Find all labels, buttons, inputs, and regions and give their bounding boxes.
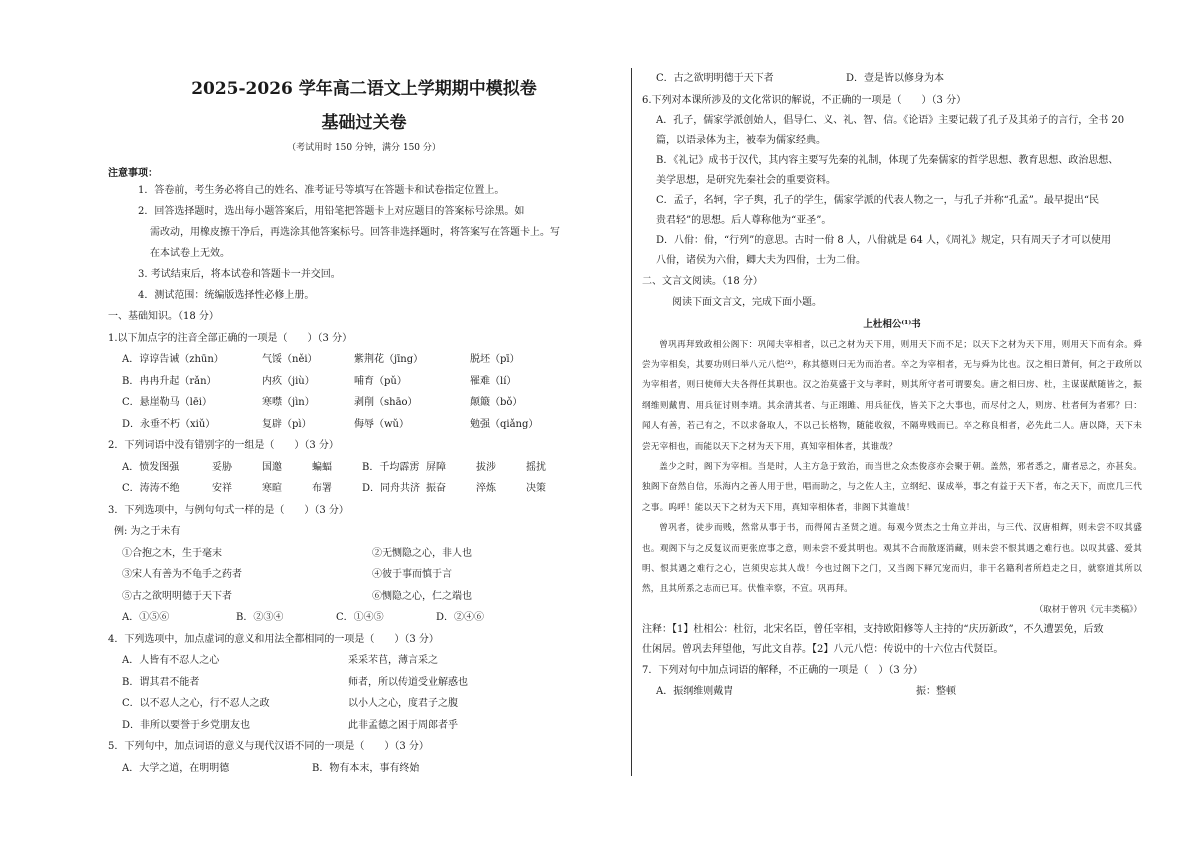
option-cell: 内疚（jiù） — [262, 375, 315, 387]
option-cell: 复辟（pì） — [262, 418, 312, 430]
option-cell: B．谓其君不能者 — [122, 676, 200, 688]
option-cell: B．冉冉升起（rǎn） — [122, 375, 217, 387]
option-cell: 哺育（pǔ） — [354, 375, 407, 387]
option-cell: 气馁（něi） — [262, 354, 318, 365]
option-cell: D．同舟共济 — [362, 483, 421, 494]
option-row — [108, 586, 620, 608]
notice-item: 3. 考试结束后，将本试卷和答题卡一并交回。 — [138, 269, 341, 280]
section-heading: 二、文言文阅读。（18 分） — [642, 275, 763, 287]
option-row — [108, 478, 620, 500]
option-cell: 国邀 — [262, 461, 282, 473]
option-cell: 采采芣苢，薄言采之 — [348, 655, 438, 666]
annotation-line: 注释：【1】杜相公：杜衍，北宋名臣，曾任宰相，支持欧阳修等人主持的“庆历新政”，不久遭罢免，后致 — [642, 623, 1104, 635]
option-cell: 以小人之心，度君子之腹 — [348, 698, 458, 709]
option-cell: 拔涉 — [476, 461, 496, 473]
notice-title: 注意事项： — [108, 168, 158, 179]
exam-time-info: （考试用时 150 分钟，满分 150 分） — [287, 143, 441, 153]
option-cell: ④彼于事而慎于言 — [372, 569, 452, 580]
option-cell: 振：整顿 — [916, 685, 956, 697]
option-cell: C．①④⑤ — [336, 612, 384, 623]
option-cell: 勉强（qiǎng） — [470, 418, 539, 430]
question-stem: 2．下列词语中没有错别字的一组是（ ）（3 分） — [108, 440, 339, 451]
option-row — [108, 758, 620, 780]
exam-title: 2025-2026 学年高二语文上学期期中模拟卷 — [191, 79, 537, 99]
option-text: 篇，以语录体为主，被奉为儒家经典。 — [656, 134, 826, 146]
option-cell: 蝙蝠 — [312, 461, 332, 473]
option-text: 八佾，诸侯为六佾，卿大夫为四佾，士为二佾。 — [656, 254, 866, 266]
option-text: 贵君轻”的思想。后人尊称他为“亚圣”。 — [656, 214, 832, 226]
option-text: B．《礼记》成书于汉代，其内容主要写先秦的礼制，体现了先秦儒家的哲学思想、教育思想、政治思想、 — [656, 154, 1119, 166]
option-cell: D．非所以要誉于乡党朋友也 — [122, 719, 251, 731]
option-cell: D．②④⑥ — [436, 612, 485, 623]
option-text: A．孔子，儒家学派创始人，倡导仁、义、礼、智、信。《论语》主要记载了孔子及其弟子的言行，全书 20 — [656, 114, 1125, 126]
option-cell: 师者，所以传道受业解惑也 — [348, 676, 468, 688]
option-row — [108, 543, 620, 565]
option-cell: A．振纲维则戴胄 — [656, 685, 734, 697]
notice-item: 1．答卷前，考生务必将自己的姓名、准考证号等填写在答题卡和试卷指定位置上。 — [138, 185, 505, 196]
option-cell: 寒暄 — [262, 483, 282, 494]
option-cell: A．①⑤⑥ — [122, 612, 170, 623]
essay-source: （取材于曾巩《元丰类稿》） — [1034, 604, 1142, 615]
option-row — [108, 650, 620, 672]
option-cell: ②无恻隐之心，非人也 — [372, 547, 472, 559]
option-text: C．孟子，名轲，字子舆，孔子的学生，儒家学派的代表人物之一，与孔子并称“孔孟”。最早提出“民 — [656, 194, 1099, 206]
option-row — [642, 68, 1142, 90]
option-row — [642, 681, 1142, 703]
option-cell: 颠簸（bǒ） — [470, 397, 523, 408]
option-row — [108, 693, 620, 715]
option-cell: C．古之欲明明德于天下者 — [656, 73, 774, 84]
option-row — [108, 564, 620, 586]
essay-title: 上杜相公⁽¹⁾书 — [863, 318, 921, 330]
question-stem: 7．下列对句中加点词语的解释，不正确的一项是（ ）（3 分） — [642, 664, 923, 676]
notice-item: 4．测试范围：统编版选择性必修上册。 — [138, 290, 315, 301]
option-text: 美学思想，是研究先秦社会的重要资料。 — [656, 174, 836, 186]
option-cell: 屏障 — [426, 461, 446, 473]
notice-item: 在本试卷上无效。 — [150, 248, 230, 259]
notice-item: 需改动，用橡皮擦干净后，再选涂其他答案标号。回答非选择题时，将答案写在答题卡上。写 — [150, 227, 560, 238]
annotation-line: 仕闲居。曾巩去拜望他，写此文自荐。【2】八元八恺：传说中的十六位古代贤臣。 — [642, 643, 1004, 655]
option-row — [108, 607, 620, 629]
option-cell: 脱坯（pī） — [470, 354, 520, 365]
option-cell: ①合抱之木，生于毫末 — [122, 547, 222, 559]
option-cell: B．物有本末，事有终始 — [312, 762, 420, 774]
option-text: D．八佾：佾，“行列”的意思。古时一佾 8 人，八佾就是 64 人，《周礼》规定，只有周天子才可以使用 — [656, 234, 1112, 246]
option-cell: 剥削（shāo） — [354, 397, 418, 408]
reading-instruction: 阅读下面文言文，完成下面小题。 — [672, 296, 822, 308]
essay-paragraph: 曾巩者，徒步而贱，然常从事于书，而得闻古圣贤之道。每观今贤杰之士角立并出，与三代、汉唐相辉，则未尝不叹其盛也。观阁下与之反复议而更张庶事之意，则未尝不爱其明也。观其不合而散逐消藏，则未尝不恨其遇之难行也。以叹其盛、爱其明、恨其遇之难行之心，岂须臾忘其人哉！今也过阁下之门，又当阁下释冗宠而归，非干名籍利者所趋走之日，就察道其所以然，且其所系之志而已耳。伏惟幸察，不宣。巩再拜。 — [642, 523, 1142, 595]
option-cell: 安祥 — [212, 483, 232, 494]
question-stem: 5．下列句中，加点词语的意义与现代汉语不同的一项是（ ）（3 分） — [108, 741, 429, 752]
option-cell: A．人皆有不忍人之心 — [122, 655, 220, 666]
example-sentence: 例: 为之于未有 — [114, 526, 181, 537]
option-cell: 摇扰 — [526, 461, 546, 473]
option-cell: C．以不忍人之心，行不忍人之政 — [122, 698, 270, 709]
option-cell: 侮辱（wǔ） — [354, 418, 409, 430]
option-cell: A．谆谆告诫（zhūn） — [122, 354, 224, 365]
option-cell: 振奋 — [426, 483, 446, 494]
option-row — [108, 414, 620, 436]
essay-paragraph: 曾巩再拜致政相公阁下：巩闻夫宰相者，以己之材为天下用，则用天下而不足；以天下之材为天下用，则用天下而有余。舜尝为宰相矣，其要功则曰举八元八恺⁽²⁾，称其德则曰无为而治者。卒之为宰相者，无与舜为比也。汉之相曰萧何，何之于政所以为宰相者，则曰使师大夫各得任其职也。汉之治莫盛于文与孝时，则其所守者可谓要矣。唐之相曰房、杜，主谋谋猷随皆之，振纲维则戴胄、用兵征讨则李靖。其余清其者、与正翊雎、用兵征伐，皆关下之大事也，而尽付之人，则房、杜者何为者邪？曰：闻人有善，若己有之，不以求备取人，不以己长格物，随能收叙，不隔卑贱而已。卒之称良相者，必先此二人。唐以降，天下未尝无宰相也，而能以天下之材为天下用，真知宰相体者，其谁哉？ — [642, 339, 1142, 452]
essay-body — [642, 335, 1142, 600]
option-cell: 寒噤（jìn） — [262, 397, 315, 408]
question-stem: 1.以下加点字的注音全部正确的一项是（ ）（3 分） — [108, 332, 353, 344]
notice-item: 2．回答选择题时，选出每小题答案后，用铅笔把答题卡上对应题目的答案标号涂黑。如 — [138, 206, 525, 217]
option-cell: C．悬崖勒马（lēi） — [122, 397, 212, 408]
option-cell: 决策 — [526, 483, 546, 494]
option-row — [108, 349, 620, 371]
option-cell: 妥胁 — [212, 461, 232, 473]
option-cell: C．涛涛不绝 — [122, 483, 180, 494]
option-cell: ③宋人有善为不龟手之药者 — [122, 569, 242, 580]
option-row — [108, 371, 620, 393]
option-cell: B．千均霹雳 — [362, 461, 420, 473]
option-cell: 此非孟德之困于周郎者乎 — [348, 719, 458, 731]
essay-paragraph: 盖少之时，阁下为宰相。当是时，人主方急于致治，而当世之众杰俊彦亦会聚于朝。盖然，邪者悉之，庸者忌之，亦甚矣。独阁下奋然自信，乐海内之善人用于世，唱而助之，与之佐人主，立纲纪、谋成举，事之有益于天下者，布之天下，而庶几三代之事。呜呼！能以天下之材为天下用，真知宰相体者，非阁下其谁哉！ — [642, 461, 1142, 513]
option-cell: B．②③④ — [236, 612, 284, 623]
question-stem: 6.下列对本课所涉及的文化常识的解说，不正确的一项是（ ）（3 分） — [642, 94, 967, 106]
column-divider — [631, 68, 632, 776]
option-row — [108, 672, 620, 694]
option-cell: ⑥恻隐之心，仁之端也 — [372, 590, 472, 602]
question-stem: 4．下列选项中，加点虚词的意义和用法全都相同的一项是（ ）（3 分） — [108, 633, 439, 645]
option-cell: D．永垂不朽（xiǔ） — [122, 418, 216, 430]
option-row — [108, 457, 620, 479]
left-column — [108, 68, 620, 779]
option-cell: A．大学之道，在明明德 — [122, 762, 230, 774]
option-cell: D．壹是皆以修身为本 — [846, 73, 945, 84]
option-cell: 罹难（lí） — [470, 375, 517, 387]
option-cell: 淬炼 — [476, 483, 496, 494]
option-cell: 布署 — [312, 483, 332, 494]
question-stem: 3．下列选项中，与例句句式一样的是（ ）（3 分） — [108, 504, 349, 516]
right-column — [642, 68, 1142, 779]
option-cell: ⑤古之欲明明德于天下者 — [122, 590, 232, 602]
option-row — [108, 392, 620, 414]
option-cell: 紫荆花（jīng） — [354, 354, 424, 365]
option-cell: A．愤发图强 — [122, 461, 180, 473]
option-row — [108, 715, 620, 737]
exam-subtitle: 基础过关卷 — [321, 113, 407, 133]
section-heading: 一、基础知识。（18 分） — [108, 311, 219, 322]
